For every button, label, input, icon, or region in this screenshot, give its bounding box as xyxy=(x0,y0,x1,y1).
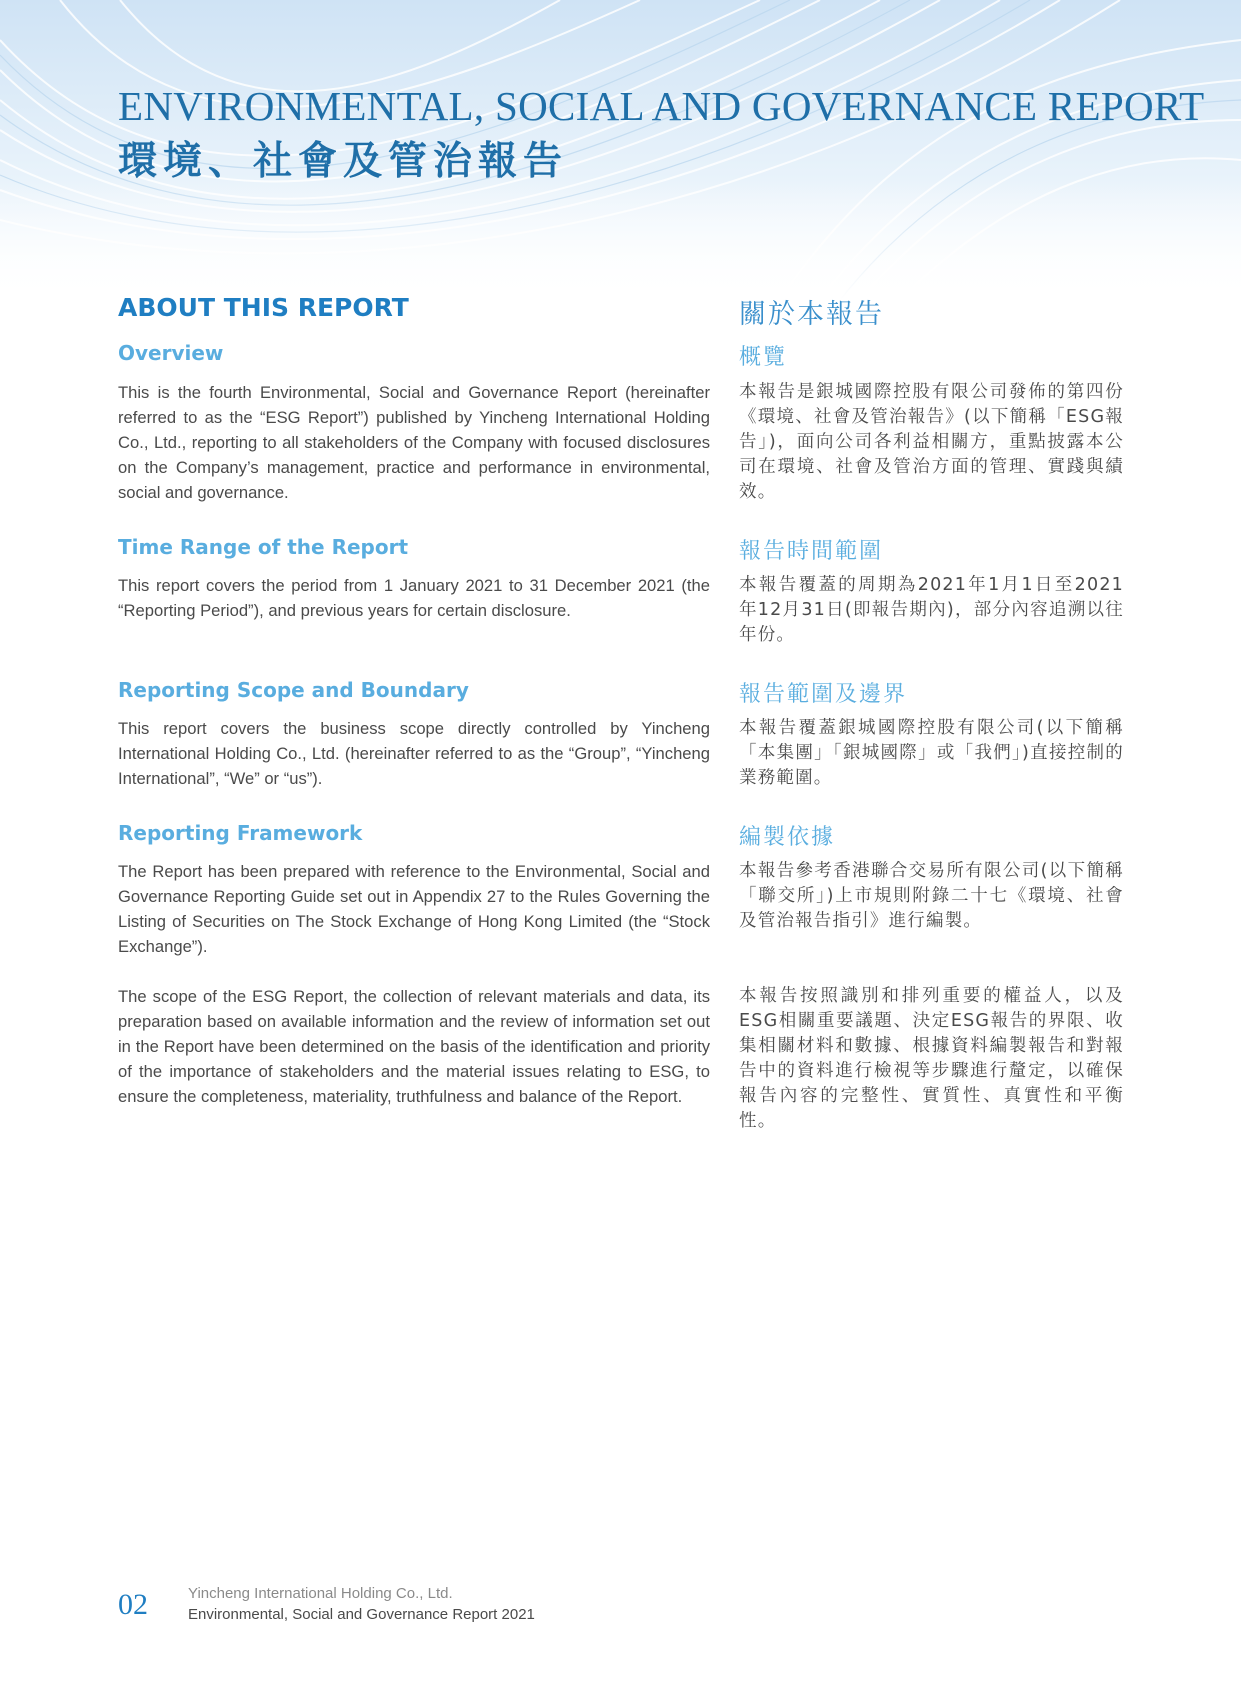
about-heading-en: ABOUT THIS REPORT xyxy=(118,293,409,322)
section-title-en-overview: Overview xyxy=(118,341,224,365)
page-number: 02 xyxy=(118,1588,148,1621)
section-title-zh-time-range: 報告時間範圍 xyxy=(739,539,884,564)
report-title-zh: 環境、社會及管治報告 xyxy=(118,138,569,184)
section-title-en-scope: Reporting Scope and Boundary xyxy=(118,678,469,702)
footer-company: Yincheng International Holding Co., Ltd. xyxy=(188,1585,453,1602)
framework-paragraph-zh-2: 本報告按照識別和排列重要的權益人，以及ESG相關重要議題、決定ESG報告的界限、收集相關材料和數據、根據資料編製報告和對報告中的資料進行檢視等步驟進行釐定，以確保報告內容的完整性、實質性、真實性和平衡性。 xyxy=(739,986,1124,1131)
overview-paragraph-zh: 本報告是銀城國際控股有限公司發佈的第四份《環境、社會及管治報告》(以下簡稱「ESG報告」)，面向公司各利益相關方，重點披露本公司在環境、社會及管治方面的管理、實踐與績效。 xyxy=(739,382,1124,502)
section-title-zh-scope: 報告範圍及邊界 xyxy=(739,682,908,707)
section-title-en-framework: Reporting Framework xyxy=(118,821,363,845)
framework-paragraph-en-2: The scope of the ESG Report, the collection of relevant materials and data, its preparation based on available information and the review of information set out in the Report have been determined on the basis of the identification and priority of the importance of stakeholders and the material issues relating to ESG, to ensure the completeness, materiality, truthfulness and balance of the Report. xyxy=(118,987,710,1106)
section-title-zh-framework: 編製依據 xyxy=(739,825,836,850)
framework-paragraph-zh-1: 本報告參考香港聯合交易所有限公司(以下簡稱「聯交所」)上市規則附錄二十七《環境、社會及管治報告指引》進行編製。 xyxy=(739,861,1124,931)
scope-paragraph-en: This report covers the business scope directly controlled by Yincheng International Holding Co., Ltd. (hereinafter referred to as the “Group”, “Yincheng International”, “We” or “us”). xyxy=(118,719,710,788)
time-range-paragraph-en: This report covers the period from 1 January 2021 to 31 December 2021 (the “Reporting Period”), and previous years for certain disclosure. xyxy=(118,576,710,620)
section-title-zh-overview: 概覽 xyxy=(739,345,788,370)
scope-paragraph-zh: 本報告覆蓋銀城國際控股有限公司(以下簡稱「本集團」「銀城國際」或「我們」)直接控制的業務範圍。 xyxy=(739,718,1124,788)
section-title-en-time-range: Time Range of the Report xyxy=(118,535,409,559)
time-range-paragraph-zh: 本報告覆蓋的周期為2021年1月1日至2021年12月31日(即報告期內)，部分內容追溯以往年份。 xyxy=(739,575,1124,645)
footer-report-name: Environmental, Social and Governance Report 2021 xyxy=(188,1606,535,1623)
report-title-en: ENVIRONMENTAL, SOCIAL AND GOVERNANCE REPORT xyxy=(118,83,1205,129)
about-heading-zh: 關於本報告 xyxy=(739,299,884,330)
overview-paragraph-en: This is the fourth Environmental, Social and Governance Report (hereinafter referred to as the “ESG Report”) published by Yincheng International Holding Co., Ltd., reporting to all stakeholders of the Company with focused disclosures on the Company’s management, practice and performance in environmental, social and governance. xyxy=(118,383,710,502)
framework-paragraph-en-1: The Report has been prepared with reference to the Environmental, Social and Governance Reporting Guide set out in Appendix 27 to the Rules Governing the Listing of Securities on The Stock Exchange of Hong Kong Limited (the “Stock Exchange”). xyxy=(118,862,710,956)
